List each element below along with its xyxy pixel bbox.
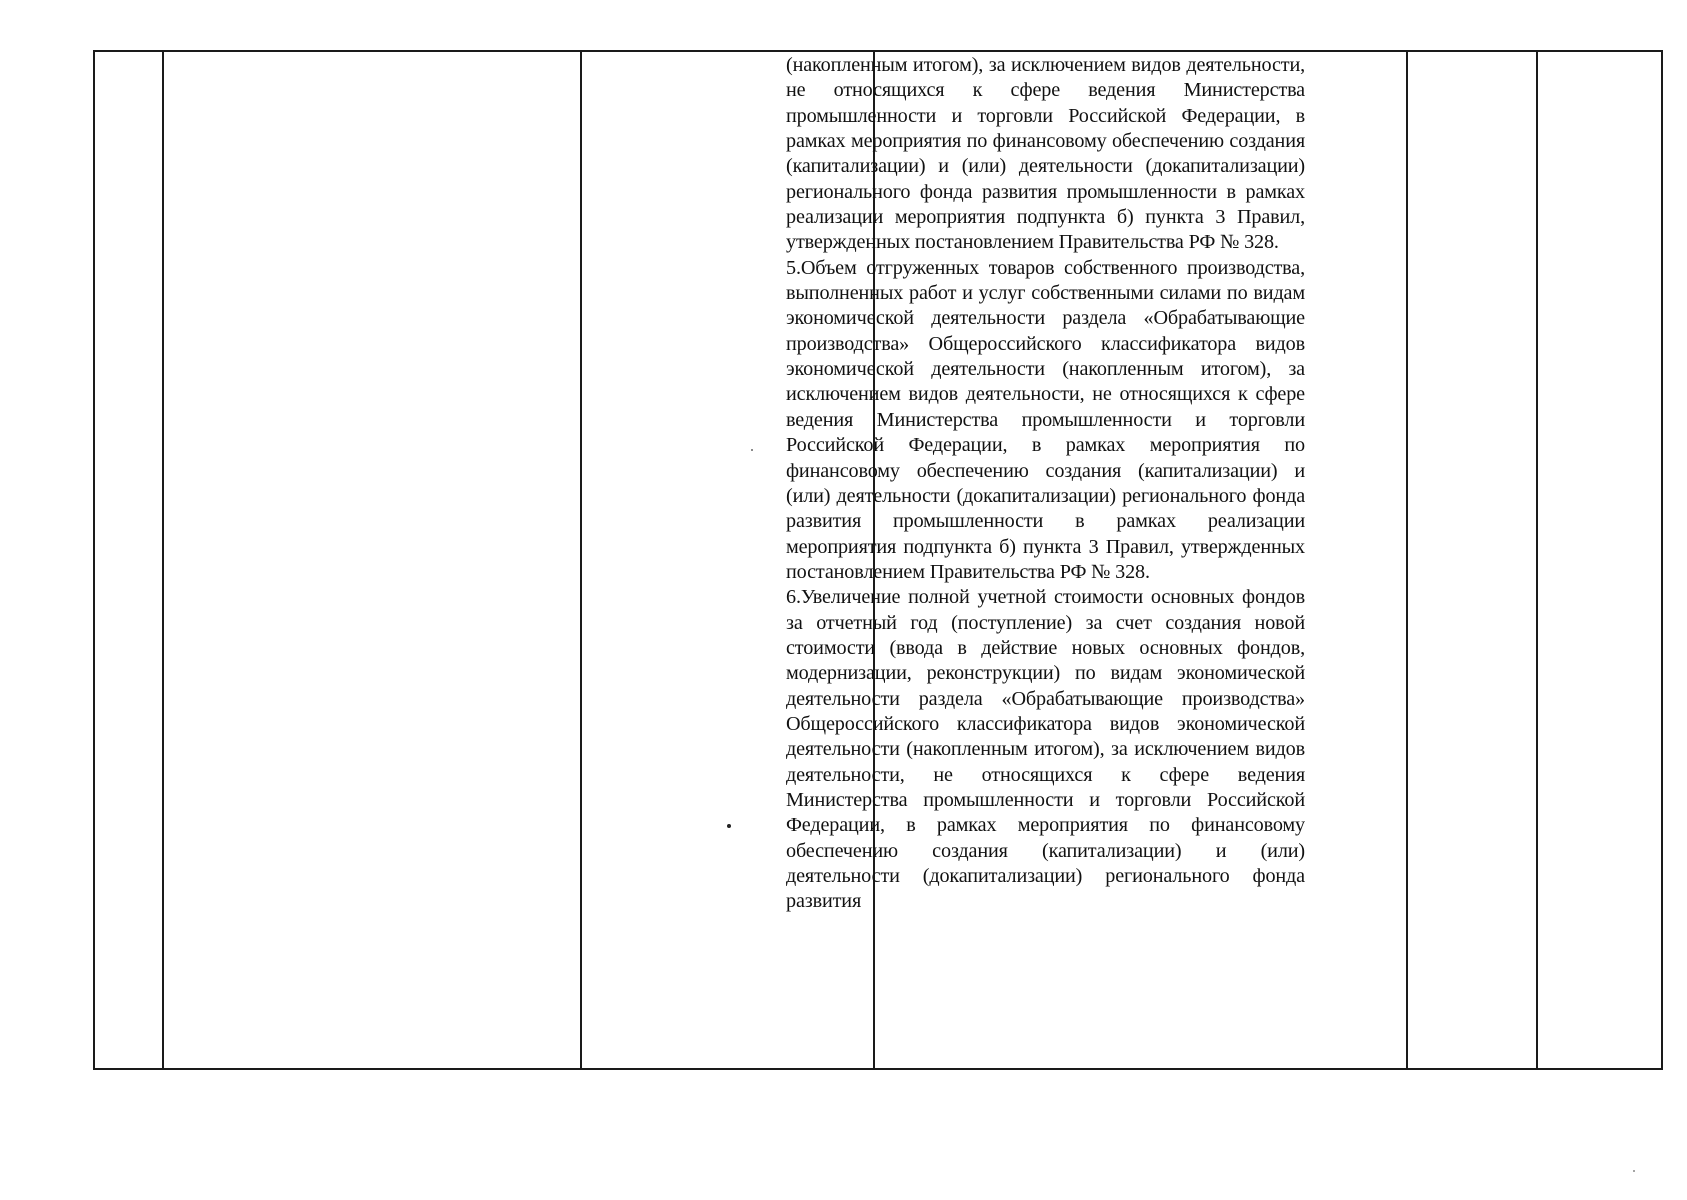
scan-speck xyxy=(1633,1170,1635,1172)
indicator-paragraph-continued: (накопленным итогом), за исключением видов деятельности, не относящихся к сфере ведения Министерства промышленности и торговли Российской Федерации, в рамках мероприятия по финансовому обеспечению создания (капитализации) и (или) деятельности (докапитализации) регионального фонда развития промышленности в рамках реализации мероприятия подпункта б) пункта 3 Правил, утвержденных постановлением Правительства РФ № 328. xyxy=(786,54,1305,254)
table-column-6 xyxy=(1538,52,1661,1068)
table-column-5 xyxy=(1408,52,1538,1068)
table-column-2 xyxy=(164,52,582,1068)
indicator-paragraph-5: 5.Объем отгруженных товаров собственного производства, выполненных работ и услуг собственными силами по видам экономической деятельности раздела «Обрабатывающие производства» Общероссийского классификатора видов экономической деятельности (накопленным итогом), за исключением видов деятельности, не относящихся к сфере ведения Министерства промышленности и торговли Российской Федерации, в рамках мероприятия по финансовому обеспечению создания (капитализации) и (или) деятельности (докапитализации) регионального фонда развития промышленности в рамках реализации мероприятия подпункта б) пункта 3 Правил, утвержденных постановлением Правительства РФ № 328. xyxy=(786,256,1305,583)
scan-speck xyxy=(751,449,753,451)
indicators-cell-text xyxy=(786,53,1305,1068)
table-column-1 xyxy=(95,52,164,1068)
scan-speck xyxy=(727,824,731,828)
indicator-paragraph-6: 6.Увеличение полной учетной стоимости основных фондов за отчетный год (поступление) за счет создания новой стоимости (ввода в действие новых основных фондов, модернизации, реконструкции) по видам экономической деятельности раздела «Обрабатывающие производства» Общероссийского классификатора видов экономической деятельности (накопленным итогом), за исключением видов деятельности, не относящихся к сфере ведения Министерства промышленности и торговли Российской Федерации, в рамках мероприятия по финансовому обеспечению создания (капитализации) и (или) деятельности (докапитализации) регионального фонда развития xyxy=(786,586,1305,913)
